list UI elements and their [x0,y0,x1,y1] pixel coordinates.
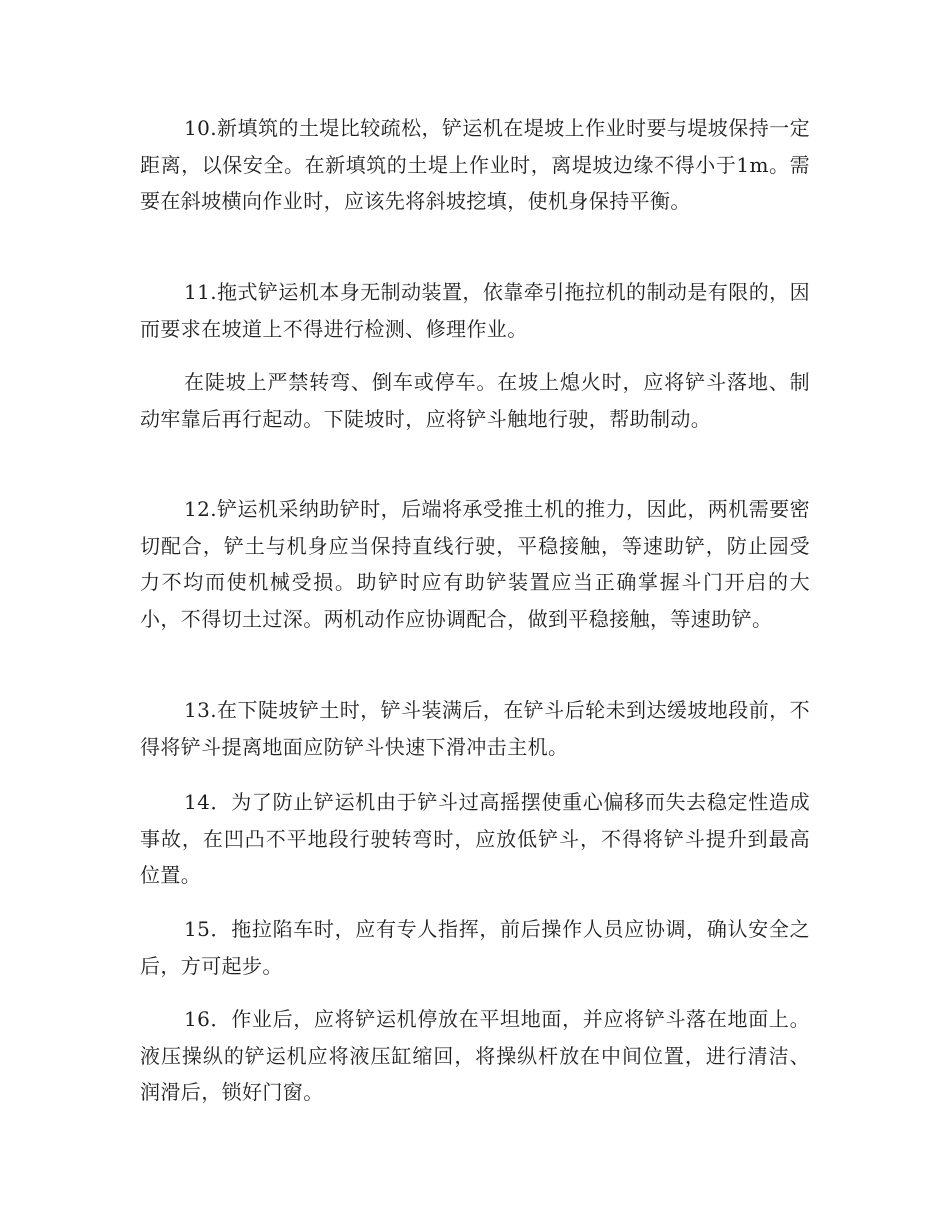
paragraph-item-12: 12.铲运机采纳助铲时，后端将承受推土机的推力，因此，两机需要密切配合，铲土与机身应当保持直线行驶，平稳接触，等速助铲，防止园受力不均而使机械受损。助铲时应有助铲装置应当正确掌握斗门开启的大小，不得切土过深。两机动作应协调配合，做到平稳接触，等速助铲。 [140,497,810,631]
paragraph-item-13: 13.在下陡坡铲土时，铲斗装满后，在铲斗后轮未到达缓坡地段前，不得将铲斗提离地面应防铲斗快速下滑冲击主机。 [140,698,810,759]
paragraph-item-11: 11.拖式铲运机本身无制动装置，依靠牵引拖拉机的制动是有限的，因而要求在坡道上不得进行检测、修理作业。 [140,280,810,341]
paragraph-item-14: 14．为了防止铲运机由于铲斗过高摇摆使重心偏移而失去稳定性造成事故，在凹凸不平地段行驶转弯时，应放低铲斗，不得将铲斗提升到最高位置。 [140,790,810,887]
paragraph-item-15: 15．拖拉陷车时，应有专人指挥，前后操作人员应协调，确认安全之后，方可起步。 [140,917,810,978]
paragraph-item-11-continued: 在陡坡上严禁转弯、倒车或停车。在坡上熄火时，应将铲斗落地、制动牢靠后再行起动。下陡坡时，应将铲斗触地行驶，帮助制动。 [140,370,810,431]
paragraph-item-16: 16．作业后，应将铲运机停放在平坦地面，并应将铲斗落在地面上。液压操纵的铲运机应将液压缸缩回，将操纵杆放在中间位置，进行清洁、润滑后，锁好门窗。 [140,1007,810,1104]
paragraph-item-10: 10.新填筑的土堤比较疏松，铲运机在堤坡上作业时要与堤坡保持一定距离，以保安全。在新填筑的土堤上作业时，离堤坡边缘不得小于1m。需要在斜坡横向作业时，应该先将斜坡挖填，使机身保持平衡。 [140,116,810,213]
